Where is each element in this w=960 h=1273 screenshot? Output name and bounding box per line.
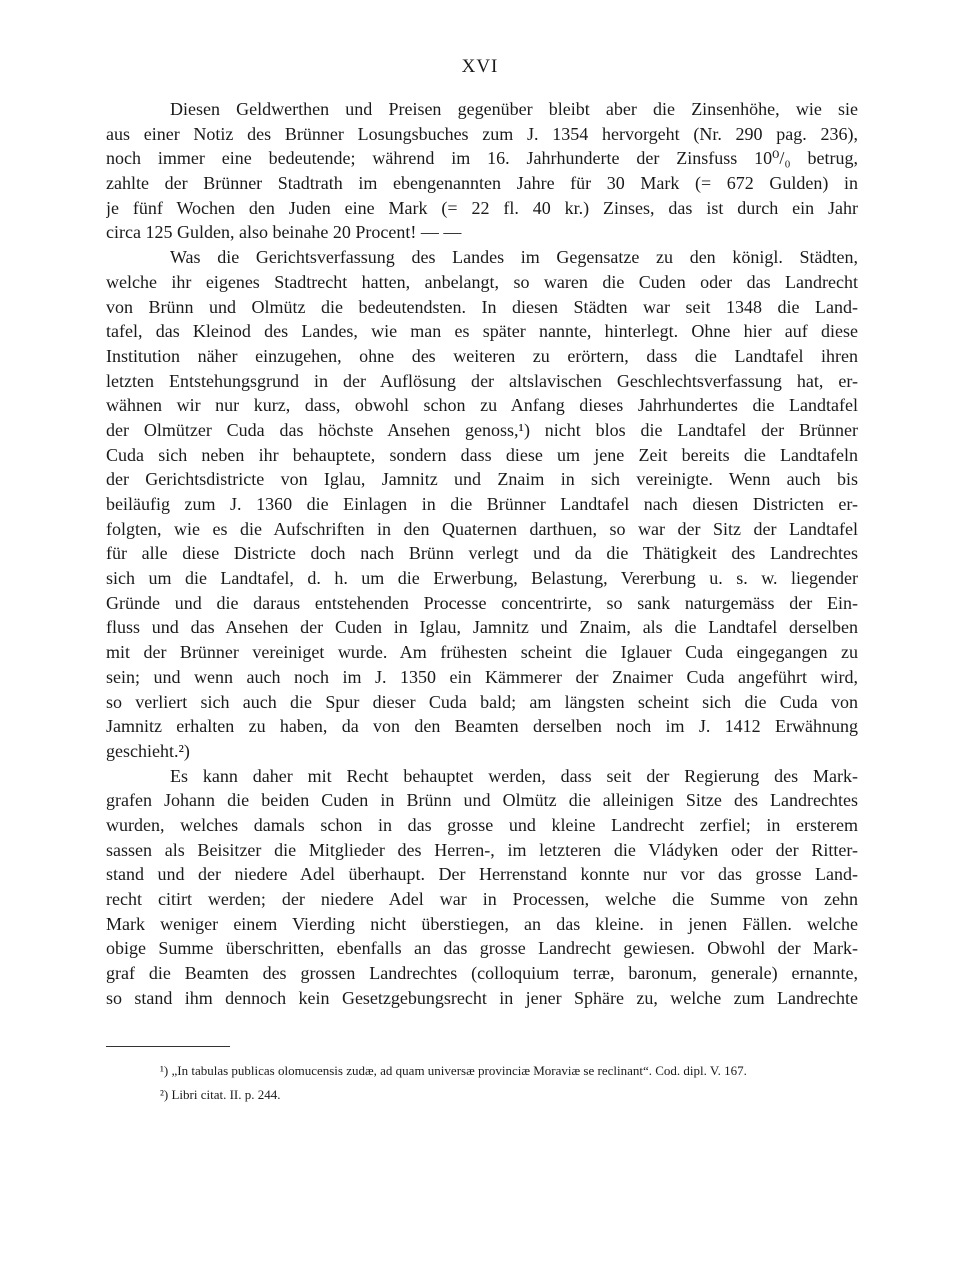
text-line: welche ihr eigenes Stadtrecht hatten, anbelangt, so waren die Cuden oder das Landrecht	[106, 271, 858, 292]
text-line: noch immer eine bedeutende; während im 16. Jahrhunderte der Zinsfuss 10⁰/₀ betrug,	[106, 148, 858, 169]
text-line: tafel, das Kleinod des Landes, wie man es später nannte, hinterlegt. Ohne hier auf diese	[106, 321, 858, 342]
text-line: Institution näher einzugehen, ohne des weiteren zu erörtern, dass die Landtafel ihren	[106, 345, 858, 366]
text-line: letzten Entstehungsgrund in der Auflösung der altslavischen Geschlechtsverfassung hat, er-	[106, 370, 858, 391]
text-line: so stand ihm dennoch kein Gesetzgebungsrecht in jener Sphäre zu, welche zum Landrechte	[106, 987, 858, 1008]
text-line: wurden, welches damals schon in das grosse und kleine Landrecht zerfiel; in ersterem	[106, 814, 858, 835]
footnote-divider	[106, 1046, 230, 1047]
text-line: grafen Johann die beiden Cuden in Brünn und Olmütz die alleinigen Sitze des Landrechtes	[106, 790, 858, 811]
text-line: sassen als Beisitzer die Mitglieder des Herren-, im letzteren die Vládyken oder der Ritter-	[106, 839, 858, 860]
text-line: folgten, wie es die Aufschriften in den Quaternen darthuen, so war der Sitz der Landtafel	[106, 518, 858, 539]
text-line: circa 125 Gulden, also beinahe 20 Procent! — —	[106, 222, 462, 243]
text-line: Jamnitz erhalten zu haben, da von den Beamten derselben noch im J. 1412 Erwähnung	[106, 716, 858, 737]
text-line: Cuda sich neben ihr behauptete, sondern dass diese um jene Zeit bereits die Landtafeln	[106, 444, 858, 465]
text-line: zahlte der Brünner Stadtrath im ebengenannten Jahre für 30 Mark (= 672 Gulden) in	[106, 173, 858, 194]
body-text	[106, 97, 858, 1010]
text-line: stand und der niedere Adel überhaupt. Der Herrenstand konnte nur vor das grosse Land-	[106, 864, 858, 885]
text-line: sich um die Landtafel, d. h. um die Erwerbung, Belastung, Vererbung u. s. w. liegender	[106, 568, 858, 589]
text-line: je fünf Wochen den Juden eine Mark (= 22 fl. 40 kr.) Zinses, das ist durch ein Jahr	[106, 197, 858, 218]
text-line: so verliert sich auch die Spur dieser Cuda bald; am längsten scheint sich die Cuda von	[106, 691, 858, 712]
text-line: Gründe und die daraus entstehenden Processe concentrirte, so sank naturgemäss der Ein-	[106, 592, 858, 613]
text-line: Was die Gerichtsverfassung des Landes im Gegensatze zu den königl. Städten,	[170, 247, 858, 268]
text-line: recht citirt werden; der niedere Adel war in Processen, welche die Summe von zehn	[106, 889, 858, 909]
text-line: beiläufig zum J. 1360 die Einlagen in die Brünner Landtafel nach diesen Districten er-	[106, 494, 858, 514]
text-line: aus einer Notiz des Brünner Losungsbuches zum J. 1354 hervorgeht (Nr. 290 pag. 236),	[106, 123, 858, 144]
footnote: ¹) „In tabulas publicas olomucensis zudæ, ad quam universæ provinciæ Moraviæ se reclinant“. Cod. dipl. V. 167.	[160, 1063, 747, 1078]
text-line: der Olmützer Cuda das höchste Ansehen genoss,¹) nicht blos die Landtafel der Brünner	[106, 419, 858, 440]
text-line: für alle diese Districte doch nach Brünn verlegt und da die Thätigkeit des Landrechtes	[106, 543, 858, 564]
text-line: fluss und das Ansehen der Cuden in Iglau, Jamnitz und Znaim, als die Landtafel derselben	[106, 617, 858, 638]
text-line: mit der Brünner vereiniget wurde. Am frühesten scheint die Iglauer Cuda eingegangen zu	[106, 642, 858, 663]
text-line: von Brünn und Olmütz die bedeutendsten. In diesen Städten war seit 1348 die Land-	[106, 296, 858, 317]
text-line: geschieht.²)	[106, 740, 190, 761]
text-line: Es kann daher mit Recht behauptet werden, dass seit der Regierung des Mark-	[170, 765, 858, 786]
text-line: graf die Beamten des grossen Landrechtes (colloquium terræ, baronum, generale) ernannte,	[106, 963, 858, 984]
text-line: obige Summe überschritten, ebenfalls an das grosse Landrecht gewiesen. Obwohl der Mark-	[106, 938, 858, 959]
text-line: der Gerichtsdistricte von Iglau, Jamnitz und Znaim in sich vereinigte. Wenn auch bis	[106, 469, 858, 490]
text-line: Mark weniger einem Vierding nicht überstiegen, an das kleine. in jenen Fällen. welche	[106, 913, 858, 934]
text-line: wähnen wir nur kurz, dass, obwohl schon zu Anfang dieses Jahrhundertes die Landtafel	[106, 395, 858, 416]
footnote: ²) Libri citat. II. p. 244.	[160, 1087, 281, 1102]
text-line: sein; und wenn auch noch im J. 1350 ein Kämmerer der Znaimer Cuda angeführt wird,	[106, 666, 858, 687]
page-number: XVI	[461, 56, 499, 77]
text-line: Diesen Geldwerthen und Preisen gegenüber bleibt aber die Zinsenhöhe, wie sie	[170, 99, 858, 119]
footnotes	[160, 1059, 860, 1107]
